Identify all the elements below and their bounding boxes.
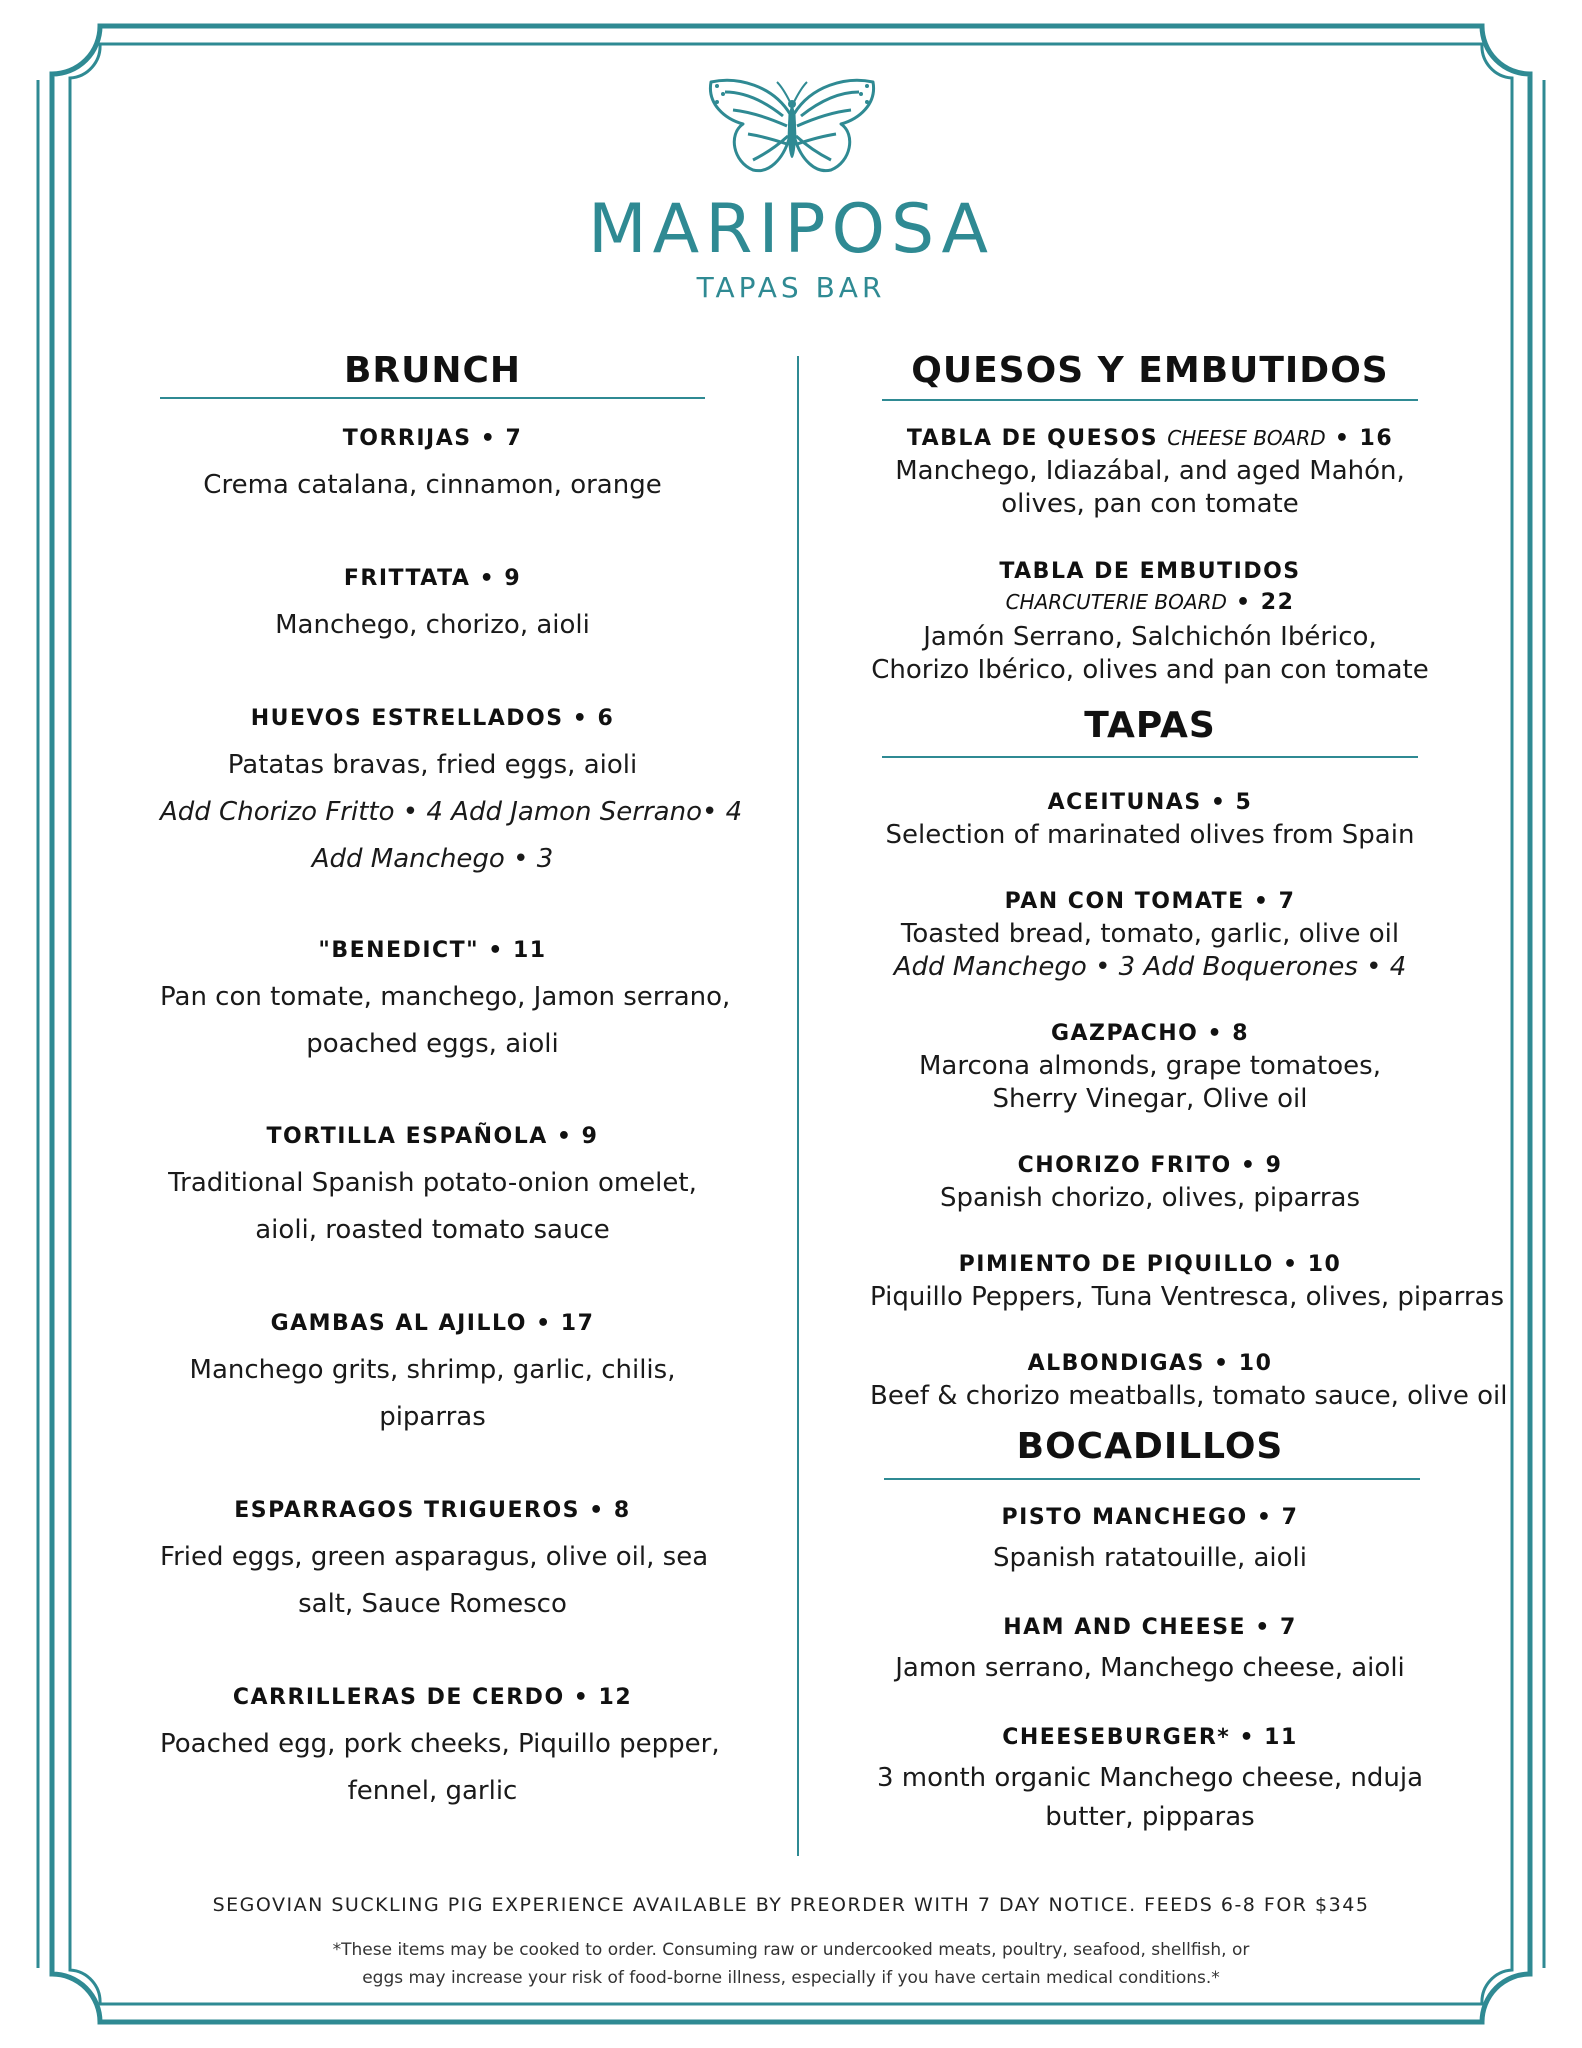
bocadillos-title: BOCADILLOS [1016, 1426, 1284, 1467]
quesos-title: QUESOS Y EMBUTIDOS [911, 350, 1389, 391]
menu-item-desc: Selection of marinated olives from Spain [885, 820, 1415, 850]
menu-item-desc: Crema catalana, cinnamon, orange [203, 470, 662, 500]
menu-item-desc: Poached egg, pork cheeks, Piquillo pepper, [160, 1729, 720, 1759]
menu-item-alt-name: CHARCUTERIE BOARD [1005, 590, 1227, 614]
butterfly-icon [703, 74, 881, 182]
menu-item-name: PISTO MANCHEGO • 7 [1001, 1505, 1299, 1530]
menu-item-addon: Add Manchego • 3 Add Boquerones • 4 [893, 952, 1407, 982]
menu-item-desc: olives, pan con tomate [1001, 489, 1299, 519]
brand-subtitle: TAPAS BAR [696, 271, 886, 304]
menu-item-price: • 16 [1334, 426, 1394, 451]
food-safety-warning [0, 1936, 1582, 1992]
menu-item-desc: Traditional Spanish potato-onion omelet, [168, 1168, 697, 1198]
menu-item-desc: Manchego, Idiazábal, and aged Mahón, [895, 456, 1405, 486]
menu-item-name: TORTILLA ESPAÑOLA • 9 [266, 1124, 599, 1149]
menu-item-name: HUEVOS ESTRELLADOS • 6 [250, 706, 615, 731]
menu-item-desc: Jamón Serrano, Salchichón Ibérico, [923, 622, 1377, 652]
menu-item-name: GAMBAS AL AJILLO • 17 [270, 1311, 595, 1336]
menu-item-desc: salt, Sauce Romesco [298, 1589, 567, 1619]
menu-item-desc: butter, pipparas [1045, 1802, 1255, 1832]
brand-name: MARIPOSA [588, 190, 994, 269]
brunch-section [160, 0, 743, 2048]
menu-item-desc: piparras [379, 1402, 486, 1432]
menu-item-name: "BENEDICT" • 11 [318, 938, 547, 963]
menu-item-desc: 3 month organic Manchego cheese, nduja [876, 1763, 1424, 1793]
right-column [870, 0, 1508, 2048]
quesos-title-rule [882, 399, 1418, 401]
menu-item-desc: Toasted bread, tomato, garlic, olive oil [900, 919, 1400, 949]
menu-item-desc: fennel, garlic [347, 1776, 518, 1806]
food-safety-warning-line: *These items may be cooked to order. Consuming raw or undercooked meats, poultry, seafood, shellfish, or [332, 1940, 1250, 1960]
food-safety-warning-line: eggs may increase your risk of food-borne illness, especially if you have certain medical conditions.* [362, 1968, 1220, 1988]
menu-item-name: CHORIZO FRITO • 9 [1017, 1153, 1283, 1178]
menu-item-name: CARRILLERAS DE CERDO • 12 [232, 1685, 633, 1710]
column-divider [797, 356, 799, 1856]
menu-item-desc: aioli, roasted tomato sauce [255, 1215, 610, 1245]
menu-item-desc: Manchego grits, shrimp, garlic, chilis, [189, 1355, 676, 1385]
menu-item-desc: Fried eggs, green asparagus, olive oil, sea [160, 1542, 709, 1572]
menu-item-desc: Beef & chorizo meatballs, tomato sauce, olive oil [870, 1381, 1508, 1411]
menu-item-name: PIMIENTO DE PIQUILLO • 10 [958, 1252, 1342, 1277]
menu-item-alt-line [870, 590, 1430, 615]
menu-item-name: ACEITUNAS • 5 [1047, 790, 1253, 815]
menu-item-desc: Sherry Vinegar, Olive oil [992, 1084, 1308, 1114]
tapas-title-rule [882, 756, 1418, 758]
brunch-title: BRUNCH [343, 350, 522, 391]
menu-item-desc: Spanish ratatouille, aioli [993, 1543, 1307, 1573]
menu-item-alt-name: CHEESE BOARD [1167, 426, 1326, 450]
brunch-title-rule [160, 397, 705, 399]
menu-item-name: ALBONDIGAS • 10 [1027, 1351, 1273, 1376]
menu-item-name: GAZPACHO • 8 [1050, 1021, 1250, 1046]
suckling-pig-notice: SEGOVIAN SUCKLING PIG EXPERIENCE AVAILABLE BY PREORDER WITH 7 DAY NOTICE. FEEDS 6-8 FOR $345 [212, 1894, 1370, 1916]
menu-item-name: PAN CON TOMATE • 7 [1004, 889, 1296, 914]
menu-item-desc: Patatas bravas, fried eggs, aioli [227, 750, 638, 780]
menu-item-desc: Jamon serrano, Manchego cheese, aioli [895, 1653, 1405, 1683]
menu-item-name-text: TABLA DE QUESOS [906, 426, 1159, 451]
menu-item-desc: Piquillo Peppers, Tuna Ventresca, olives, piparras [870, 1282, 1504, 1312]
menu-item-price: • 22 [1236, 590, 1295, 615]
menu-item-desc: poached eggs, aioli [306, 1029, 559, 1059]
menu-item-desc: Pan con tomate, manchego, Jamon serrano, [160, 982, 731, 1012]
menu-item-name: TORRIJAS • 7 [342, 426, 523, 451]
menu-item-desc: Marcona almonds, grape tomatoes, [919, 1051, 1381, 1081]
menu-item-name: TABLA DE EMBUTIDOS [999, 559, 1301, 584]
menu-item-name: ESPARRAGOS TRIGUEROS • 8 [234, 1498, 631, 1523]
bocadillos-title-rule [884, 1478, 1420, 1480]
menu-item-desc: Manchego, chorizo, aioli [275, 610, 590, 640]
menu-item-addon: Add Chorizo Fritto • 4 Add Jamon Serrano• 4 [160, 797, 743, 827]
menu-item-name [870, 426, 1430, 451]
menu-item-desc: Spanish chorizo, olives, piparras [940, 1183, 1360, 1213]
menu-item-name: CHEESEBURGER* • 11 [1002, 1725, 1298, 1750]
menu-item-name: FRITTATA • 9 [343, 566, 522, 591]
menu-item-name: HAM AND CHEESE • 7 [1003, 1615, 1297, 1640]
tapas-title: TAPAS [1084, 705, 1216, 746]
menu-item-addon: Add Manchego • 3 [311, 844, 554, 874]
menu-item-desc: Chorizo Ibérico, olives and pan con tomate [871, 655, 1429, 685]
